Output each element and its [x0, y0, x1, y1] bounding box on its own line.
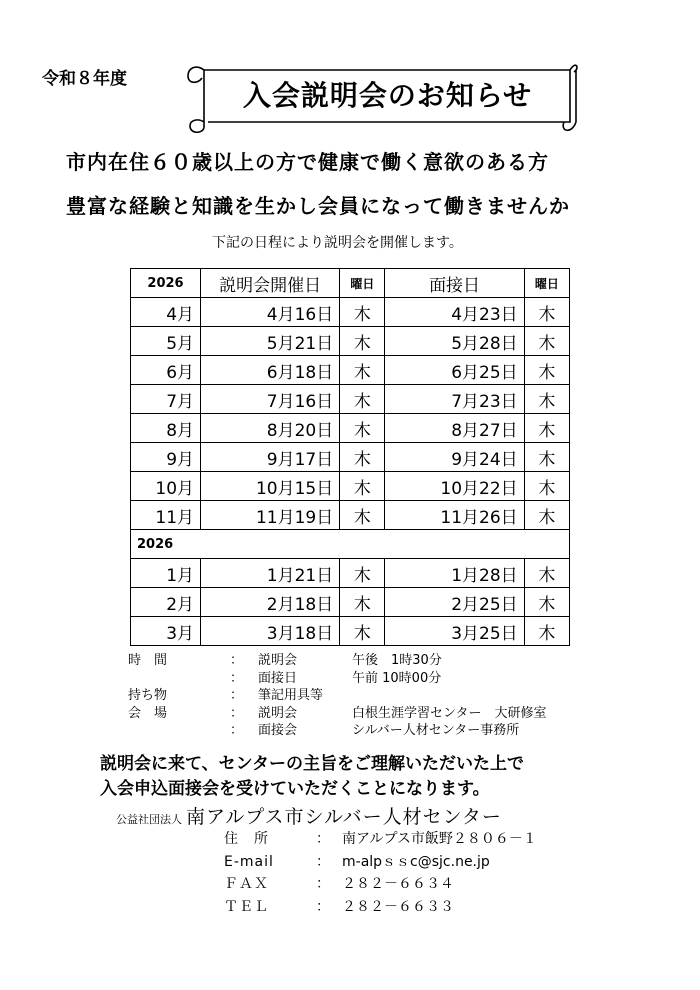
session-date-cell: 7月16日	[201, 385, 340, 414]
tel-value: ２８２－６６３３	[342, 898, 454, 915]
weekday-cell-2: 木	[524, 588, 569, 617]
weekday-cell: 木	[340, 414, 385, 443]
colon: ：	[316, 876, 330, 892]
month-cell: 7月	[131, 385, 201, 414]
page-title: 入会説明会のお知らせ	[242, 79, 533, 112]
session-date-cell: 4月16日	[201, 298, 340, 327]
colon: ：	[316, 831, 330, 847]
venue-session-place: 白根生涯学習センター 大研修室	[352, 705, 547, 721]
time-label: 時 間	[128, 653, 168, 668]
weekday-header-2: 曜日	[524, 269, 569, 298]
month-cell: 5月	[131, 327, 201, 356]
interview-date-cell: 4月23日	[385, 298, 524, 327]
session-date-cell: 6月18日	[201, 356, 340, 385]
time-row	[128, 652, 546, 670]
month-cell: 1月	[131, 559, 201, 588]
bring-label: 持ち物	[128, 688, 168, 703]
table-row	[131, 385, 570, 414]
session-date-header: 説明会開催日	[201, 269, 340, 298]
venue-label: 会 場	[128, 705, 168, 721]
weekday-cell-2: 木	[524, 327, 569, 356]
month-cell: 8月	[131, 414, 201, 443]
interview-date-cell: 9月24日	[385, 443, 524, 472]
colon: ：	[230, 705, 244, 721]
bring-value: 筆記用具等	[258, 688, 324, 703]
contact-block	[224, 828, 537, 918]
weekday-cell: 木	[340, 443, 385, 472]
weekday-cell-2: 木	[524, 501, 569, 530]
weekday-cell-2: 木	[524, 443, 569, 472]
closing-line-2: 入会申込面接会を受けていただくことになります。	[100, 779, 490, 799]
colon: ：	[316, 853, 330, 870]
email-row	[224, 851, 537, 874]
interview-date-header: 面接日	[385, 269, 524, 298]
weekday-cell-2: 木	[524, 472, 569, 501]
organization	[116, 802, 502, 829]
email-value[interactable]: m-alpｓｓc@sjc.ne.jp	[342, 853, 490, 870]
table-row	[131, 356, 570, 385]
table-row	[131, 298, 570, 327]
table-row	[131, 588, 570, 617]
year-header: 2026	[131, 269, 201, 298]
weekday-header: 曜日	[340, 269, 385, 298]
interview-date-cell: 8月27日	[385, 414, 524, 443]
weekday-cell-2: 木	[524, 559, 569, 588]
interview-date-cell: 10月22日	[385, 472, 524, 501]
event-details	[128, 652, 546, 740]
session-date-cell: 9月17日	[201, 443, 340, 472]
org-name: 南アルプス市シルバー人材センター	[186, 806, 502, 828]
weekday-cell-2: 木	[524, 385, 569, 414]
email-label: E-mail	[224, 853, 274, 870]
session-date-cell: 5月21日	[201, 327, 340, 356]
session-date-cell: 3月18日	[201, 617, 340, 646]
month-cell: 10月	[131, 472, 201, 501]
table-header-row	[131, 269, 570, 298]
month-cell: 9月	[131, 443, 201, 472]
weekday-cell-2: 木	[524, 617, 569, 646]
session-date-cell: 11月19日	[201, 501, 340, 530]
tel-row	[224, 896, 537, 919]
venue-interview-row	[128, 722, 546, 740]
weekday-cell: 木	[340, 327, 385, 356]
colon: ：	[230, 688, 244, 703]
venue-interview-place: シルバー人材センター事務所	[352, 723, 520, 738]
interview-date-cell: 6月25日	[385, 356, 524, 385]
month-cell: 2月	[131, 588, 201, 617]
closing-message	[100, 752, 524, 802]
interview-time-label: 面接日	[258, 670, 298, 686]
weekday-cell: 木	[340, 385, 385, 414]
weekday-cell: 木	[340, 501, 385, 530]
org-prefix: 公益社団法人	[116, 813, 182, 826]
lead-line-2: 豊富な経験と知識を生かし会員になって働きませんか	[66, 194, 570, 218]
table-row	[131, 559, 570, 588]
address-label: 住 所	[224, 831, 269, 847]
fiscal-year-label: 令和８年度	[42, 69, 127, 89]
month-cell: 4月	[131, 298, 201, 327]
interview-date-cell: 5月28日	[385, 327, 524, 356]
table-row	[131, 617, 570, 646]
interview-date-cell: 1月28日	[385, 559, 524, 588]
session-date-cell: 2月18日	[201, 588, 340, 617]
lead-line-1: 市内在住６０歳以上の方で健康で働く意欲のある方	[66, 150, 549, 174]
month-cell: 3月	[131, 617, 201, 646]
colon: ：	[230, 670, 244, 686]
session-date-cell: 10月15日	[201, 472, 340, 501]
colon: ：	[316, 898, 330, 915]
fax-label: ＦＡＸ	[224, 876, 269, 892]
month-cell: 11月	[131, 501, 201, 530]
month-cell: 6月	[131, 356, 201, 385]
weekday-cell: 木	[340, 588, 385, 617]
closing-line-1: 説明会に来て、センターの主旨をご理解いただいた上で	[100, 754, 524, 774]
interview-date-cell: 2月25日	[385, 588, 524, 617]
venue-interview-label: 面接会	[258, 723, 298, 738]
interview-date-cell: 11月26日	[385, 501, 524, 530]
interview-date-cell: 3月25日	[385, 617, 524, 646]
colon: ：	[230, 723, 244, 738]
session-date-cell: 8月20日	[201, 414, 340, 443]
weekday-cell-2: 木	[524, 298, 569, 327]
table-row	[131, 501, 570, 530]
interview-date-cell: 7月23日	[385, 385, 524, 414]
session-date-cell: 1月21日	[201, 559, 340, 588]
year-divider-label: 2026	[131, 530, 570, 559]
session-time-label: 説明会	[258, 653, 298, 668]
venue-session-label: 説明会	[258, 705, 298, 721]
table-row	[131, 443, 570, 472]
intro-text: 下記の日程により説明会を開催します。	[212, 235, 463, 251]
year-divider-row	[131, 530, 570, 559]
interview-time-value: 午前 10時00分	[352, 670, 442, 686]
table-row	[131, 327, 570, 356]
bring-row	[128, 687, 546, 705]
tel-label: ＴＥＬ	[224, 898, 269, 915]
weekday-cell-2: 木	[524, 414, 569, 443]
colon: ：	[230, 653, 244, 668]
venue-row	[128, 705, 546, 723]
address-row	[224, 828, 537, 851]
weekday-cell: 木	[340, 356, 385, 385]
weekday-cell: 木	[340, 472, 385, 501]
weekday-cell: 木	[340, 559, 385, 588]
table-row	[131, 414, 570, 443]
weekday-cell: 木	[340, 617, 385, 646]
schedule-table	[130, 268, 570, 646]
session-time-value: 午後 1時30分	[352, 653, 442, 668]
weekday-cell: 木	[340, 298, 385, 327]
table-row	[131, 472, 570, 501]
weekday-cell-2: 木	[524, 356, 569, 385]
fax-row	[224, 873, 537, 896]
address-value: 南アルプス市飯野２８０６－１	[342, 831, 537, 847]
interview-time-row	[128, 670, 546, 688]
fax-value: ２８２－６６３４	[342, 876, 454, 892]
